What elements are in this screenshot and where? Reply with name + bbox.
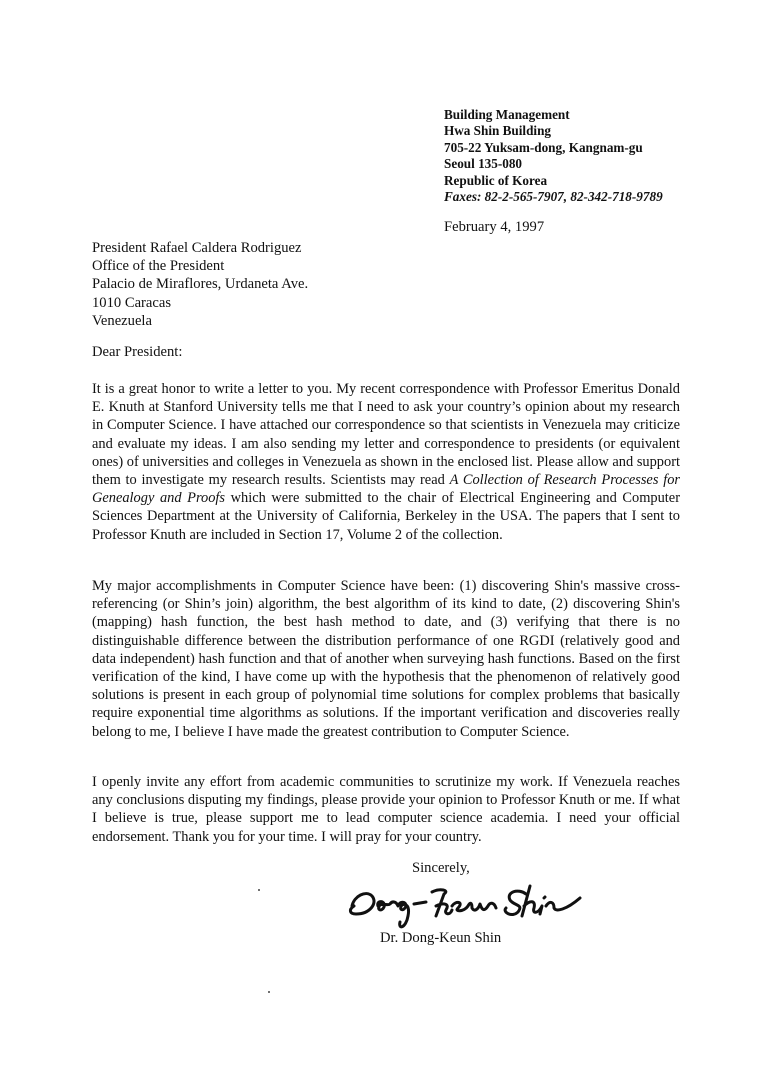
- handwritten-signature: [340, 876, 590, 936]
- sender-line-3: 705-22 Yuksam-dong, Kangnam-gu: [444, 139, 643, 155]
- recipient-line-4: 1010 Caracas: [92, 294, 172, 311]
- recipient-line-1: President Rafael Caldera Rodriguez: [92, 240, 302, 256]
- body-paragraph-2: My major accomplishments in Computer Science have been: (1) discovering Shin's massive cross-referencing (or Shin’s join) algorithm, the best algorithm of its kind to date, (2) discovering Shin's (mapping) hash function, the best hash method to date, and (3) verifying that there is no distinguishable difference between the distribution performance of one RGDI (relatively good and data independent) hash function and that of another when surveying hash functions. Based on the first verification of the kind, I have come up with the hypothesis that the phenomenon of relatively good solutions is present in each group of polynomial time solutions for complex problems that basically require exponential time algorithms as solutions. If the important verification and discoveries really belong to me, I believe I have made the greatest contribution to Computer Science.: [92, 578, 680, 740]
- recipient-line-2: Office of the President: [92, 258, 225, 275]
- recipient-address-block: [92, 239, 308, 330]
- signer-name: Dr. Dong-Keun Shin: [380, 930, 502, 946]
- collection-title: A Collection of Research Processes for Genealogy and Proofs: [92, 472, 680, 507]
- sender-line-1: Building Management: [444, 107, 570, 122]
- signature-drawing: [340, 876, 590, 936]
- scan-speck: [268, 991, 270, 993]
- body-paragraph-1: [92, 380, 680, 544]
- scan-speck: [258, 889, 260, 891]
- recipient-line-3: Palacio de Miraflores, Urdaneta Ave.: [92, 276, 309, 293]
- sender-line-2: Hwa Shin Building: [444, 123, 552, 139]
- sender-faxes: Faxes: 82-2-565-7907, 82-342-718-9789: [444, 189, 663, 205]
- paragraph-1-text-b: which were submitted to the chair of Electrical Engineering and Computer Sciences Department at the University of California, Berkeley in the USA. The papers that I sent to Professor Knuth are included in Section 17, Volume 2 of the collection.: [92, 490, 680, 543]
- paragraph-1-text-a: It is a great honor to write a letter to you. My recent correspondence with Professor Emeritus Donald E. Knuth at Stanford University tells me that I need to ask your country’s opinion about my research in Computer Science. I have attached our correspondence so that scientists in Venezuela may criticize and evaluate my ideas. I am also sending my letter and correspondence to presidents (or equivalent ones) of universities and colleges in Venezuela as shown in the enclosed list. Please allow and support them to investigate my research results. Scientists may read: [92, 381, 680, 489]
- sender-address-block: [444, 107, 663, 205]
- sender-line-4: Seoul 135-080: [444, 156, 523, 172]
- recipient-line-5: Venezuela: [92, 312, 152, 329]
- closing: Sincerely,: [412, 860, 470, 876]
- sender-line-5: Republic of Korea: [444, 172, 548, 188]
- body-paragraph-3: I openly invite any effort from academic communities to scrutinize my work. If Venezuela reaches any conclusions disputing my findings, please provide your opinion to Professor Knuth or me. If what I believe is true, please support me to lead computer science academia. I need your official endorsement. Thank you for your time. I will pray for your country.: [92, 774, 680, 845]
- salutation: Dear President:: [92, 344, 183, 360]
- letter-date: February 4, 1997: [444, 219, 545, 235]
